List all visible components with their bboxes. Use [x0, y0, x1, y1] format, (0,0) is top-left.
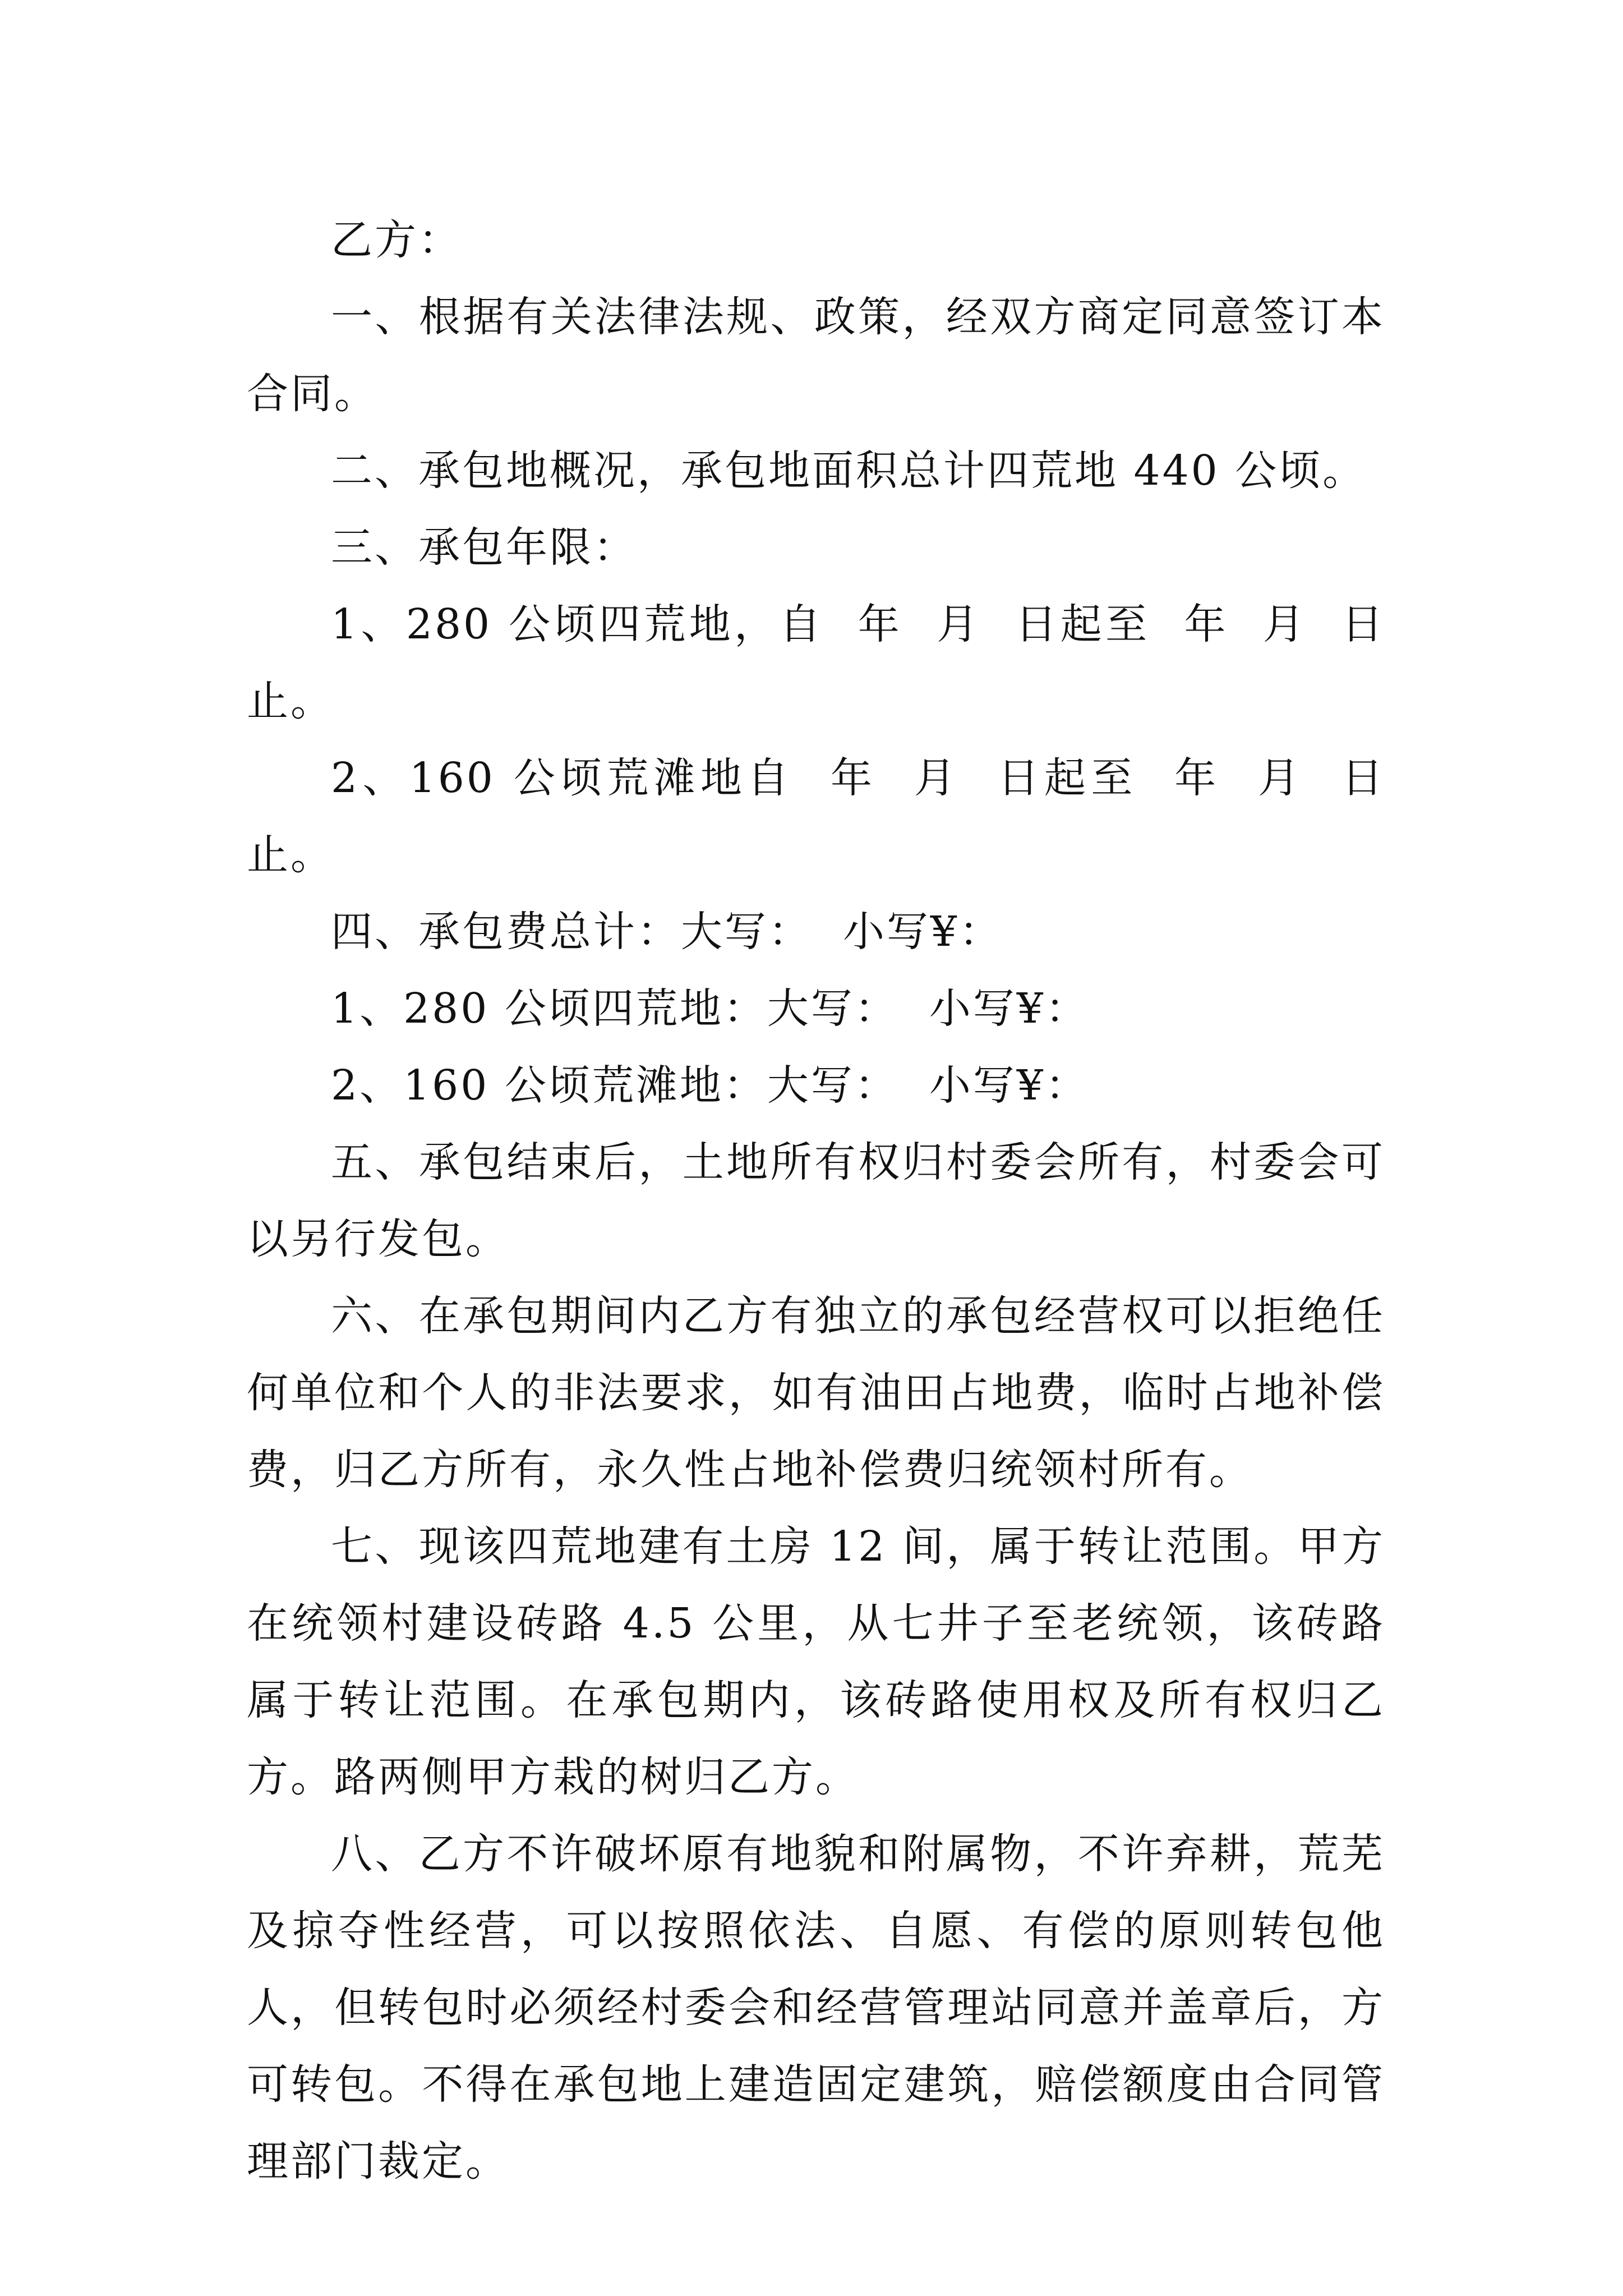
clause-4: 四、承包费总计：大写： 小写¥：: [331, 908, 1003, 956]
party-b-label: 乙方：: [331, 216, 462, 264]
clause-3: 三、承包年限：: [331, 523, 637, 572]
clause-2: 二、承包地概况，承包地面积总计四荒地 440 公顷。: [331, 447, 1367, 495]
clause-8: 八、乙方不许破坏原有地貌和附属物，不许弃耕，荒芜及掠夺性经营，可以按照依法、自愿、有偿的原则转包他人，但转包时必须经村委会和经营管理站同意并盖章后，方可转包。不得在承包地上建造固定建筑，赔偿额度由合同管理部门裁定。: [247, 1830, 1385, 2185]
clause-5: 五、承包结束后，土地所有权归村委会所有，村委会可以另行发包。: [247, 1138, 1385, 1263]
clause-4-item-1: 1、280 公顷四荒地：大写： 小写¥：: [331, 984, 1089, 1033]
clause-6: 六、在承包期间内乙方有独立的承包经营权可以拒绝任何单位和个人的非法要求，如有油田占地费，临时占地补偿费，归乙方所有，永久性占地补偿费归统领村所有。: [247, 1292, 1385, 1494]
contract-page: [247, 202, 1385, 2200]
clause-7: 七、现该四荒地建有土房 12 间，属于转让范围。甲方在统领村建设砖路 4.5 公里，从七井子至老统领，该砖路属于转让范围。在承包期内，该砖路使用权及所有权归乙方。路两侧甲方栽的树归乙方。: [247, 1522, 1385, 1801]
clause-3-item-1: 1、280 公顷四荒地，自 年 月 日起至 年 月 日止。: [247, 600, 1385, 725]
clause-1: 一、根据有关法律法规、政策，经双方商定同意签订本合同。: [247, 293, 1385, 418]
clause-3-item-2: 2、160 公顷荒滩地自 年 月 日起至 年 月 日止。: [247, 754, 1385, 879]
clause-4-item-2: 2、160 公顷荒滩地：大写： 小写¥：: [331, 1061, 1089, 1110]
